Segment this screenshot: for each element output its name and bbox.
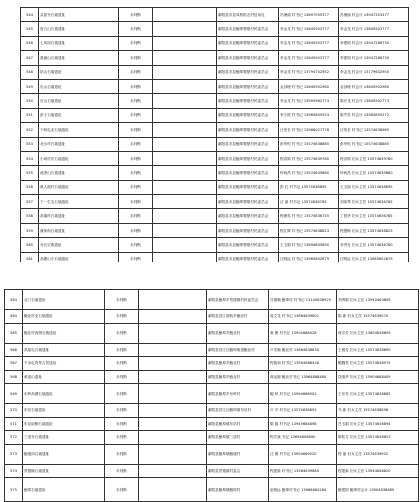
blank-cell xyxy=(153,123,217,137)
row-number: 568 xyxy=(5,370,23,384)
site-name: 燕浦山石墙遗址 xyxy=(39,51,119,65)
deputy-contact: 刘秀娟 妇女主任 13940463809 xyxy=(337,290,419,310)
row-number: 573 xyxy=(5,444,23,464)
blank-cell xyxy=(153,195,217,209)
site-name: 黄人源村石墙遗址 xyxy=(39,180,119,194)
site-name: 翁垄山石墙遗址 xyxy=(39,166,119,180)
admin-unit: 鄱阳县景德镇村委会 xyxy=(207,464,269,478)
row-number: 554 xyxy=(21,151,39,165)
table-row xyxy=(21,79,409,93)
row-number: 575 xyxy=(5,478,23,502)
table-row xyxy=(5,417,419,431)
site-status: 未判断 xyxy=(105,323,139,343)
table-row xyxy=(21,51,409,65)
site-name: 千余屯背景占居遗址 xyxy=(23,357,105,371)
table-row xyxy=(21,36,409,50)
site-status: 未判断 xyxy=(105,464,139,478)
site-status: 未判断 xyxy=(105,384,139,404)
responsible-person: 李金龙 村书记 13645903777 xyxy=(279,36,339,50)
row-number: 563 xyxy=(5,290,23,310)
site-name: 北水村石墙遗址 xyxy=(39,137,119,151)
responsible-person: 吕德顺 鲍埠村 村书记 13145838929 xyxy=(269,290,337,310)
site-status: 未判断 xyxy=(119,252,153,266)
blank-cell xyxy=(153,137,217,151)
row-number: 555 xyxy=(21,166,39,180)
responsible-person: 赵明远 鲍埠村书记 13966684284 xyxy=(269,478,337,502)
site-name: 鲍北村北石墙遗址 xyxy=(23,310,105,324)
deputy-contact: 汪明远 妇女主任 13965802879 xyxy=(339,252,409,266)
blank-cell xyxy=(139,357,207,371)
table-row xyxy=(5,404,419,418)
responsible-person: 彭 红 村书记 13574638895 xyxy=(279,180,339,194)
admin-unit: 鄱阳县市县鲍埠蜀壁村民委员会 xyxy=(217,22,279,36)
site-status: 未判断 xyxy=(105,290,139,310)
row-number: 558 xyxy=(21,209,39,223)
site-status: 未判断 xyxy=(105,370,139,384)
site-name: 出山石墙遗址 xyxy=(39,79,119,93)
responsible-person: 汪明远 村书记 13965802879 xyxy=(279,252,339,266)
site-name: 北门石墙遗址 xyxy=(23,290,105,310)
responsible-person: 李金龙 村书记 13905962773 xyxy=(279,94,339,108)
responsible-person: 卢安顺 鲍北村 13664638830 xyxy=(269,343,337,357)
admin-unit: 鄱阳县市县鲍埠蜀壁村民委员会 xyxy=(217,94,279,108)
table-row xyxy=(5,343,419,357)
site-name: 东站南侧石墙遗址 xyxy=(23,417,105,431)
table-row xyxy=(5,464,419,478)
row-number: 549 xyxy=(21,79,39,93)
blank-cell xyxy=(139,343,207,357)
deputy-contact: 程慧梅 妇女主任 13574638823 xyxy=(339,223,409,237)
blank-cell xyxy=(153,22,217,36)
responsible-person: 汪 刚 村书记 13904669020 xyxy=(269,444,337,464)
deputy-contact: 马 新 妇女主任 15574638898 xyxy=(337,404,419,418)
site-status: 未判断 xyxy=(105,343,139,357)
table-row xyxy=(5,323,419,343)
blank-cell xyxy=(153,65,217,79)
table-row xyxy=(21,108,409,122)
table-row xyxy=(21,8,409,22)
table-row xyxy=(21,166,409,180)
blank-cell xyxy=(139,290,207,310)
admin-unit: 鄱阳县市县鲍埠蜀壁村民委员会 xyxy=(217,180,279,194)
site-status: 未判断 xyxy=(119,65,153,79)
admin-unit: 鄱阳县市县鲍埠蜀壁村民委员会 xyxy=(217,238,279,252)
site-name: 彭士石墙遗址 xyxy=(39,108,119,122)
row-number: 574 xyxy=(5,464,23,478)
blank-cell xyxy=(153,238,217,252)
site-status: 未判断 xyxy=(105,404,139,418)
admin-unit: 鄱阳县市县鲍埠蜀壁村民委员会 xyxy=(217,137,279,151)
responsible-person: 金剑理 村书记 13645902980 xyxy=(279,79,339,93)
site-status: 未判断 xyxy=(119,223,153,237)
site-status: 未判断 xyxy=(105,417,139,431)
responsible-person: 汪伯长 村书记 13968027778 xyxy=(279,123,339,137)
deputy-contact: 程建新 妇女主任 13944648820 xyxy=(337,464,419,478)
blank-cell xyxy=(153,180,217,194)
site-name: 乔氏宗族遗址 xyxy=(39,238,119,252)
deputy-contact: 蒋宗芳 妇女主任 13694638809 xyxy=(337,323,419,343)
site-name: 东岭高塘石墙遗址 xyxy=(23,384,105,404)
heritage-table-bottom xyxy=(4,289,419,502)
site-status: 未判断 xyxy=(105,431,139,445)
row-number: 552 xyxy=(21,123,39,137)
row-number: 571 xyxy=(5,417,23,431)
site-status: 未判断 xyxy=(119,79,153,93)
deputy-contact: 彭华恒 村书记 15574638885 xyxy=(339,137,409,151)
row-number: 564 xyxy=(5,310,23,324)
blank-cell xyxy=(139,404,207,418)
deputy-contact: 鲍建国 鲍埠村会计 13904636485 xyxy=(337,478,419,502)
site-name: 管五山石墙遗址 xyxy=(39,22,119,36)
admin-unit: 鄱阳县市县鲍埠蜀壁村民委员会 xyxy=(217,108,279,122)
row-number: 551 xyxy=(21,108,39,122)
site-status: 未判断 xyxy=(119,36,153,50)
site-name: 黄泥山遗址 xyxy=(23,370,105,384)
site-status: 未判断 xyxy=(119,108,153,122)
blank-cell xyxy=(139,370,207,384)
table-row xyxy=(5,444,419,464)
admin-unit: 鄱阳县鲍埠乡鲍北村 xyxy=(207,323,269,343)
row-number: 553 xyxy=(21,137,39,151)
responsible-person: 程宏斌 书记 13694806890 xyxy=(269,431,337,445)
admin-unit: 鄱阳县市县鲍埠蜀壁村民委员会 xyxy=(217,123,279,137)
heritage-table-top xyxy=(20,7,409,281)
row-number: 561 xyxy=(21,252,39,266)
blank-cell xyxy=(139,310,207,324)
table-body xyxy=(21,8,409,281)
table-row xyxy=(5,431,419,445)
site-name: 景德镇石墙遗址 xyxy=(23,464,105,478)
row-number: 566 xyxy=(5,343,23,357)
blank-cell xyxy=(153,8,217,22)
responsible-person: 黄 俊 村书记 13904688428 xyxy=(269,323,337,343)
site-status: 未判断 xyxy=(119,166,153,180)
admin-unit: 鄱阳县昌江区鲍埠镇东站村 xyxy=(207,404,269,418)
deputy-contact: 鲍魏君 妇女主任 15574638975 xyxy=(337,357,419,371)
blank-cell xyxy=(153,51,217,65)
page-gap xyxy=(0,262,420,283)
table-row xyxy=(21,195,409,209)
responsible-person: 李金龙 村书记 13645903777 xyxy=(279,22,339,36)
table-row xyxy=(21,223,409,237)
admin-unit: 鄱阳县市县鲍埠蜀壁村民委员会 xyxy=(217,65,279,79)
blank-cell xyxy=(153,108,217,122)
table-row xyxy=(5,370,419,384)
table-row xyxy=(5,290,419,310)
deputy-contact: 王雅芳 妇女主任 15574638890 xyxy=(337,343,419,357)
site-status: 未判断 xyxy=(119,137,153,151)
row-number: 545 xyxy=(21,22,39,36)
site-name: 高屋屯石墙遗址 xyxy=(23,343,105,357)
admin-unit: 鄱阳县市县凤桥院农村信用社 xyxy=(217,8,279,22)
site-status: 未判断 xyxy=(119,123,153,137)
admin-unit: 鄱阳县鲍埠乡鲍北村 xyxy=(207,370,269,384)
site-status: 未判断 xyxy=(119,22,153,36)
row-number: 560 xyxy=(21,238,39,252)
blank-cell xyxy=(153,36,217,50)
document-page-bottom xyxy=(0,283,420,492)
blank-cell xyxy=(153,223,217,237)
site-name: 蒲家尚石墙遗址 xyxy=(39,223,119,237)
responsible-person: 蒋运刚 鲍北村书记 13964888480 xyxy=(269,370,337,384)
blank-cell xyxy=(139,478,207,502)
deputy-contact: 陈 新 妇女主任 15574639070 xyxy=(337,310,419,324)
responsible-person: 卢 平 村书记 13574636855 xyxy=(269,404,337,418)
table-body xyxy=(5,290,419,502)
row-number: 570 xyxy=(5,404,23,418)
responsible-person: 程洪源 村书记 15574639780 xyxy=(279,151,339,165)
site-name: 小坝村东石墙遗址 xyxy=(39,151,119,165)
admin-unit: 鄱阳县市县鲍埠蜀壁村民委员会 xyxy=(217,209,279,223)
site-name: 下一生屯石墙遗址 xyxy=(39,195,119,209)
site-name: 鲍墟岗石墙遗址 xyxy=(23,444,105,464)
site-name: 高塘山小石墙遗址 xyxy=(39,252,119,266)
deputy-contact: 李秀芳 妇女主任 13574636780 xyxy=(339,238,409,252)
row-number: 550 xyxy=(21,94,39,108)
row-number: 547 xyxy=(21,51,39,65)
row-number: 557 xyxy=(21,195,39,209)
responsible-person: 钟尚昌 村书记 13574639880 xyxy=(279,166,339,180)
site-name: 东站石墙遗址 xyxy=(23,404,105,418)
site-status: 未判断 xyxy=(105,357,139,371)
site-name: 双屋寺石墙遗址 xyxy=(39,8,119,22)
blank-cell xyxy=(139,417,207,431)
blank-cell xyxy=(153,151,217,165)
deputy-contact: 刘凤琴 妇女主任 15574636785 xyxy=(339,195,409,209)
table-row xyxy=(5,357,419,371)
responsible-person: 李少波 村书记 13965805553 xyxy=(279,108,339,122)
deputy-contact: 吕玉娟 妇女主任 13574636894 xyxy=(337,417,419,431)
admin-unit: 鄱阳县昌江区鲍埠街道鲍北村 xyxy=(207,343,269,357)
admin-unit: 鄱阳县昌江浙航乡鲍北村 xyxy=(207,310,269,324)
site-name: 下岐屯北石墙遗址 xyxy=(39,123,119,137)
responsible-person: 程艳和 村书记 13904688428 xyxy=(269,357,337,371)
table-row xyxy=(21,137,409,151)
row-number: 559 xyxy=(21,223,39,237)
site-status: 未判断 xyxy=(119,51,153,65)
admin-unit: 鄱阳县鲍埠镇东站村 xyxy=(207,417,269,431)
admin-unit: 鄱阳县市县鲍埠蜀壁村民委员会 xyxy=(217,36,279,50)
table-row xyxy=(5,478,419,502)
site-name: 三清寺石墙遗址 xyxy=(23,431,105,445)
site-status: 未判断 xyxy=(105,478,139,502)
admin-unit: 鄱阳县鲍埠乡鲍北村 xyxy=(207,357,269,371)
responsible-person: 程理英 村书记 13574636755 xyxy=(279,209,339,223)
site-status: 未判断 xyxy=(105,444,139,464)
table-row xyxy=(5,310,419,324)
site-status: 未判断 xyxy=(119,8,153,22)
row-number: 556 xyxy=(21,180,39,194)
responsible-person: 陈 磊 村书记 13945684898 xyxy=(269,417,337,431)
responsible-person: 李金龙 村书记 13794702952 xyxy=(279,65,339,79)
responsible-person: 周文龙 村书记 13664639801 xyxy=(269,310,337,324)
deputy-contact: 王东亮 妇女主任 13574636885 xyxy=(337,384,419,404)
site-status: 未判断 xyxy=(119,151,153,165)
row-number: 569 xyxy=(5,384,23,404)
row-number: 572 xyxy=(5,431,23,445)
site-name: 后山石墙遗址 xyxy=(39,94,119,108)
deputy-contact: 李建明 村会计 13947286730 xyxy=(339,36,409,50)
table-row xyxy=(21,94,409,108)
site-name: 七凤岗石墙遗址 xyxy=(39,36,119,50)
admin-unit: 鄱阳县鲍埠镇鲍墟村 xyxy=(207,444,269,464)
table-row xyxy=(21,65,409,79)
responsible-person: 冯暑丽 村书记 13697955377 xyxy=(279,8,339,22)
blank-cell xyxy=(139,384,207,404)
deputy-contact: 汪伯长 村书记 13574636985 xyxy=(339,123,409,137)
table-row xyxy=(21,238,409,252)
admin-unit: 鄱阳县市县鲍埠蜀壁村民委员会 xyxy=(217,195,279,209)
site-status: 未判断 xyxy=(119,94,153,108)
admin-unit: 鄱阳县市县鲍埠蜀壁村民委员会 xyxy=(217,151,279,165)
deputy-contact: 陈亨英 村会计 13965805272 xyxy=(339,108,409,122)
site-name: 高塌村石墙遗址 xyxy=(39,209,119,223)
deputy-contact: 钟尚昌 妇女主任 15574639880 xyxy=(339,166,409,180)
blank-cell xyxy=(153,79,217,93)
admin-unit: 鄱阳县市县鲍埠蜀壁村民委员会 xyxy=(217,79,279,93)
deputy-contact: 李金龙 村会计 13779602950 xyxy=(339,65,409,79)
deputy-contact: 冯暑丽 村会计 13947353377 xyxy=(339,8,409,22)
deputy-contact: 王玉丽 妇女主任 13574638895 xyxy=(339,180,409,194)
deputy-contact: 程洪源 妇女主任 15574639780 xyxy=(339,151,409,165)
blank-cell xyxy=(153,94,217,108)
responsible-person: 汪 丽 村书记 13574636785 xyxy=(279,195,339,209)
responsible-person: 程建新 村书记 13584639885 xyxy=(269,464,337,478)
responsible-person: 李金龙 村书记 13645903777 xyxy=(279,51,339,65)
row-number: 544 xyxy=(21,8,39,22)
deputy-contact: 李建明 村会计 13947286730 xyxy=(339,51,409,65)
admin-unit: 鄱阳县鲍埠镇三清村 xyxy=(207,431,269,445)
table-row xyxy=(21,22,409,36)
admin-unit: 鄱阳县市县鲍埠蜀壁村民委员会 xyxy=(217,166,279,180)
row-number: 567 xyxy=(5,357,23,371)
blank-cell xyxy=(139,464,207,478)
responsible-person: 鲍 秋 村书记 15994668902 xyxy=(269,384,337,404)
table-row xyxy=(21,209,409,223)
responsible-person: 王玉娟 村书记 13694805890 xyxy=(279,238,339,252)
table-row xyxy=(5,384,419,404)
site-name: 鲍北村西侧石墙遗址 xyxy=(23,323,105,343)
site-status: 未判断 xyxy=(119,209,153,223)
row-number: 565 xyxy=(5,323,23,343)
admin-unit: 鄱阳县鲍埠乡东岭村 xyxy=(207,384,269,404)
site-name: 鲍埠石墙遗址 xyxy=(23,478,105,502)
deputy-contact: 陈开龙 村会计 13645902773 xyxy=(339,94,409,108)
admin-unit: 鄱阳县鲍埠镇鲍埠村 xyxy=(207,478,269,502)
site-name: 姑山石墙遗址 xyxy=(39,65,119,79)
row-number: 548 xyxy=(21,65,39,79)
responsible-person: 彭华恒 村书记 15574638885 xyxy=(279,137,339,151)
admin-unit: 鄱阳县市县鲍埠蜀壁村民委员会 xyxy=(217,51,279,65)
row-number: 546 xyxy=(21,36,39,50)
blank-cell xyxy=(139,323,207,343)
table-row xyxy=(21,151,409,165)
deputy-contact: 金剑理 村会计 13645902980 xyxy=(339,79,409,93)
blank-cell xyxy=(139,444,207,464)
blank-cell xyxy=(139,431,207,445)
site-status: 未判断 xyxy=(119,238,153,252)
site-status: 未判断 xyxy=(119,195,153,209)
table-row xyxy=(21,123,409,137)
deputy-contact: 陈桂芬 妇女主任 13574638823 xyxy=(337,431,419,445)
deputy-contact: 李金龙 村会计 13645903777 xyxy=(339,22,409,36)
deputy-contact: 程 丽 妇女主任 13574639902 xyxy=(337,444,419,464)
site-status: 未判断 xyxy=(119,180,153,194)
deputy-contact: 丁曾华 妇女主任 15574636785 xyxy=(339,209,409,223)
responsible-person: 程江辉 村书记 15574638823 xyxy=(279,223,339,237)
site-status: 未判断 xyxy=(105,310,139,324)
blank-cell xyxy=(153,166,217,180)
deputy-contact: 饶瑞华 妇女主任 15904688409 xyxy=(337,370,419,384)
admin-unit: 鄱阳县市县鲍埠蜀壁村民委员会 xyxy=(217,252,279,266)
admin-unit: 鄱阳县鲍埠乡景德镇村民委员会 xyxy=(207,290,269,310)
blank-cell xyxy=(153,209,217,223)
admin-unit: 鄱阳县市县鲍埠蜀壁村民委员会 xyxy=(217,223,279,237)
table-row xyxy=(21,180,409,194)
